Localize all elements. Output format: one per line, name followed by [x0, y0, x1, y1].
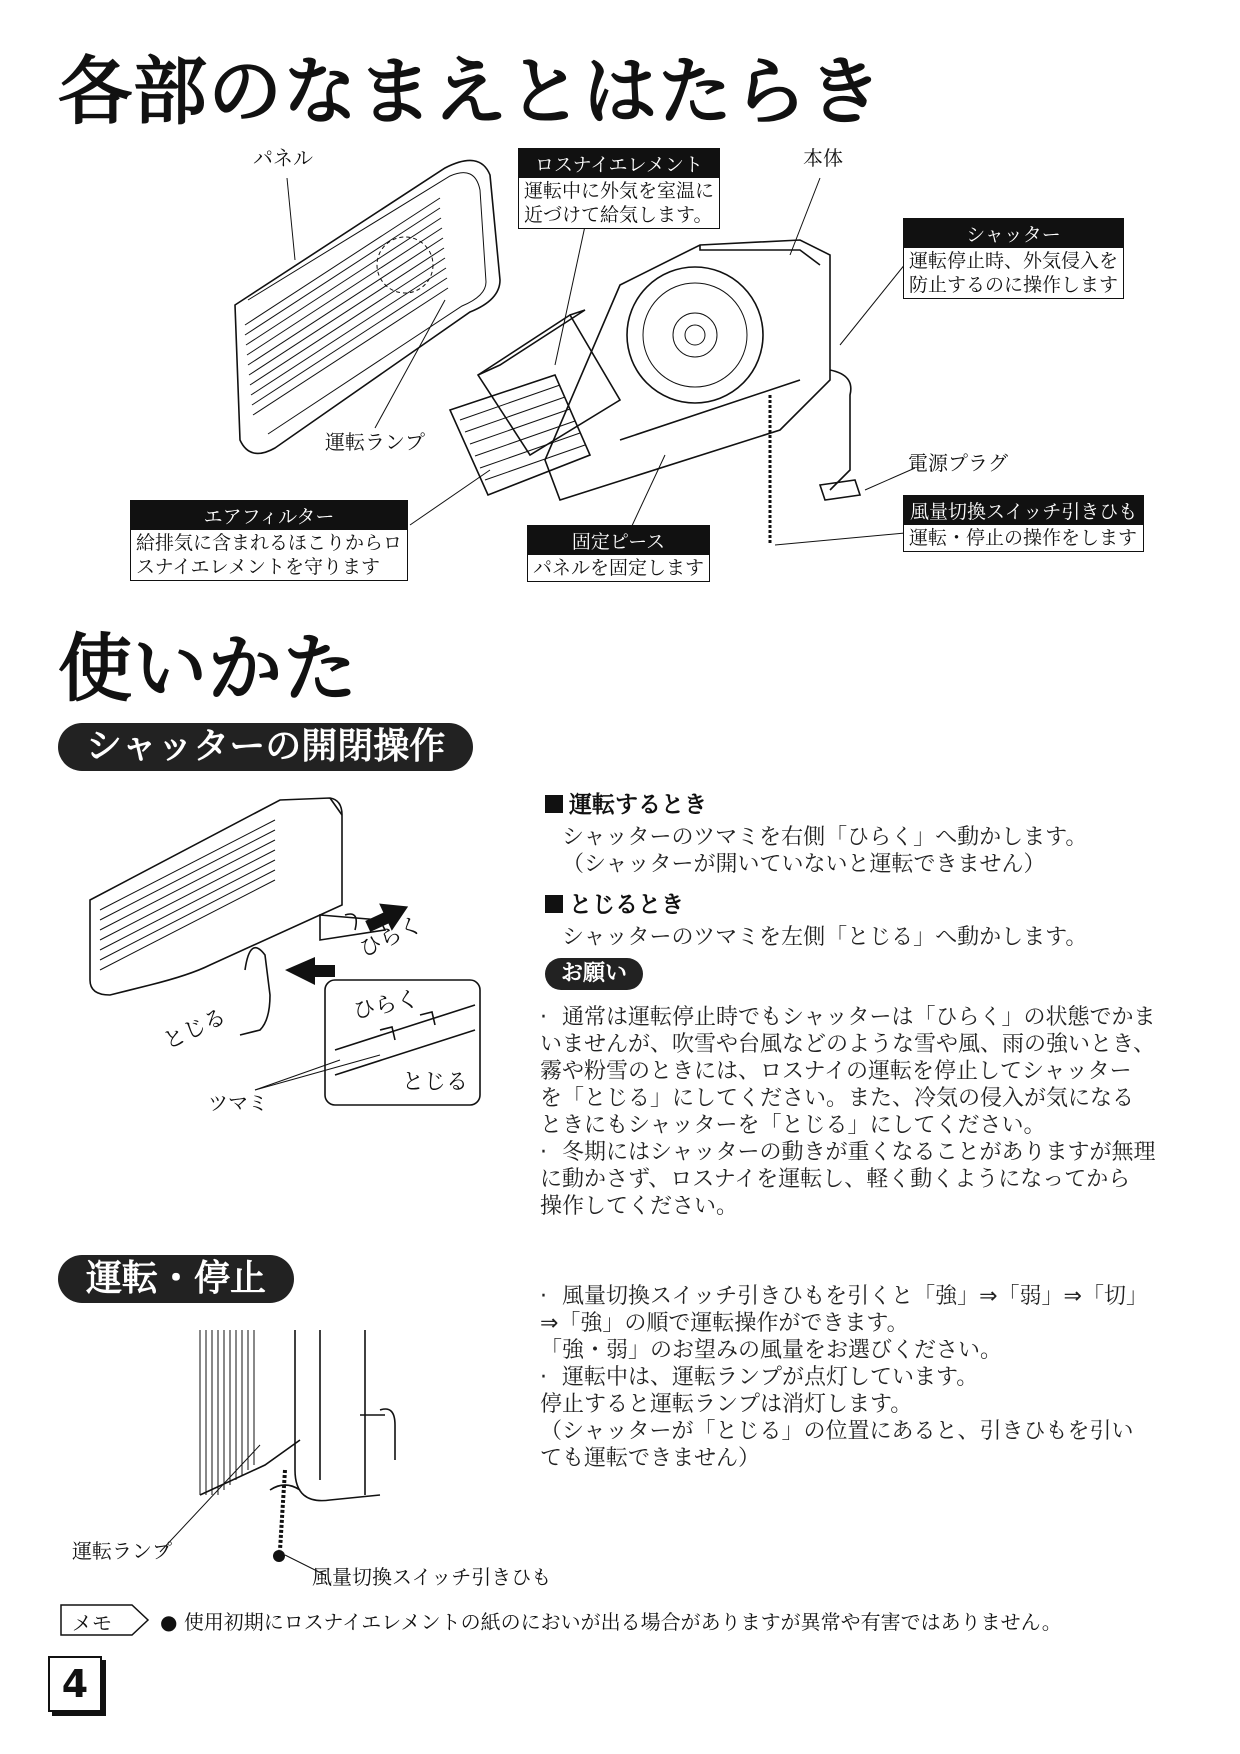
bullet-line: を「とじる」にしてください。また、冷気の侵入が気になる	[540, 1086, 1135, 1111]
bullet-line: （シャッターが「とじる」の位置にあると、引きひもを引い	[540, 1419, 1134, 1444]
callout-element: ロスナイエレメント 運転中に外気を室温に 近づけて給気します。	[518, 148, 720, 229]
label-plug: 電源プラグ	[908, 451, 1008, 475]
heading-run-stop: 運転・停止	[58, 1255, 294, 1303]
body-illustration	[545, 240, 860, 545]
fig-label-close2: とじる	[402, 1070, 469, 1095]
section-title-parts: 各部のなまえとはたらき	[58, 49, 883, 135]
bullet-line: 操作してください。	[540, 1194, 739, 1219]
square-bullet-icon	[545, 895, 563, 913]
fig-label-open1: ひらく	[355, 912, 427, 963]
page-number: 4	[48, 1656, 102, 1712]
bullet-line: いませんが、吹雪や台風などのような雪や風、雨の強いとき、	[540, 1032, 1156, 1057]
bullet-line: に動かさず、ロスナイを運転し、軽く動くようになってから	[540, 1167, 1131, 1192]
bullet-item: · 運転中は、運転ランプが点灯しています。	[540, 1365, 979, 1390]
request-tag: お願い	[545, 958, 643, 990]
runstop-bullets	[540, 1283, 1222, 1472]
bullet-line: ときにもシャッターを「とじる」にしてください。	[540, 1113, 1046, 1138]
label-panel: パネル	[253, 146, 313, 170]
fig-label-knob: ツマミ	[208, 1091, 268, 1115]
memo-tag: メモ	[72, 1611, 112, 1635]
fig-label-cord: 風量切換スイッチ引きひも	[312, 1565, 552, 1589]
fig-label-close1: とじる	[159, 1004, 231, 1055]
run-heading: 運転するとき	[545, 790, 707, 820]
fig-label-open2: ひらく	[351, 986, 421, 1025]
bullet-item: · 風量切換スイッチ引きひもを引くと「強」⇒「弱」⇒「切」	[540, 1284, 1148, 1309]
request-bullets	[540, 1004, 1222, 1220]
bullet-line: 停止すると運転ランプは消灯します。	[540, 1392, 913, 1417]
element-illustration	[450, 310, 620, 495]
bullet-item: · 冬期にはシャッターの動きが重くなることがありますが無理	[540, 1140, 1156, 1165]
callout-filter: エアフィルター 給排気に含まれるほこりからロ スナイエレメントを守ります	[130, 500, 408, 581]
bullet-line: ⇒「強」の順で運転操作ができます。	[540, 1311, 909, 1336]
close-text: シャッターのツマミを左側「とじる」へ動かします。	[562, 925, 1088, 950]
fig-label-lamp: 運転ランプ	[72, 1539, 172, 1563]
label-lamp: 運転ランプ	[325, 430, 425, 454]
bullet-line: ても運転できません）	[540, 1446, 761, 1471]
section-title-usage: 使いかた	[58, 626, 358, 712]
callout-cord: 風量切換スイッチ引きひも 運転・停止の操作をします	[903, 495, 1144, 552]
memo-text: ● 使用初期にロスナイエレメントの紙のにおいが出る場合がありますが異常や有害ではありません。	[160, 1610, 1062, 1634]
bullet-item: · 通常は運転停止時でもシャッターは「ひらく」の状態でかま	[540, 1005, 1156, 1030]
square-bullet-icon	[545, 795, 563, 813]
bullet-line: 「強・弱」のお望みの風量をお選びください。	[540, 1338, 1003, 1363]
heading-shutter-operation: シャッターの開閉操作	[58, 723, 473, 771]
bullet-line: 霧や粉雪のときには、ロスナイの運転を停止してシャッター	[540, 1059, 1132, 1084]
panel-illustration	[235, 160, 500, 453]
close-heading: とじるとき	[545, 890, 684, 920]
callout-piece: 固定ピース パネルを固定します	[527, 525, 710, 582]
run-text: シャッターのツマミを右側「ひらく」へ動かします。 （シャッターが開いていないと運転できません）	[562, 825, 1088, 877]
callout-shutter: シャッター 運転停止時、外気侵入を 防止するのに操作します	[903, 218, 1124, 299]
label-body: 本体	[803, 146, 843, 170]
